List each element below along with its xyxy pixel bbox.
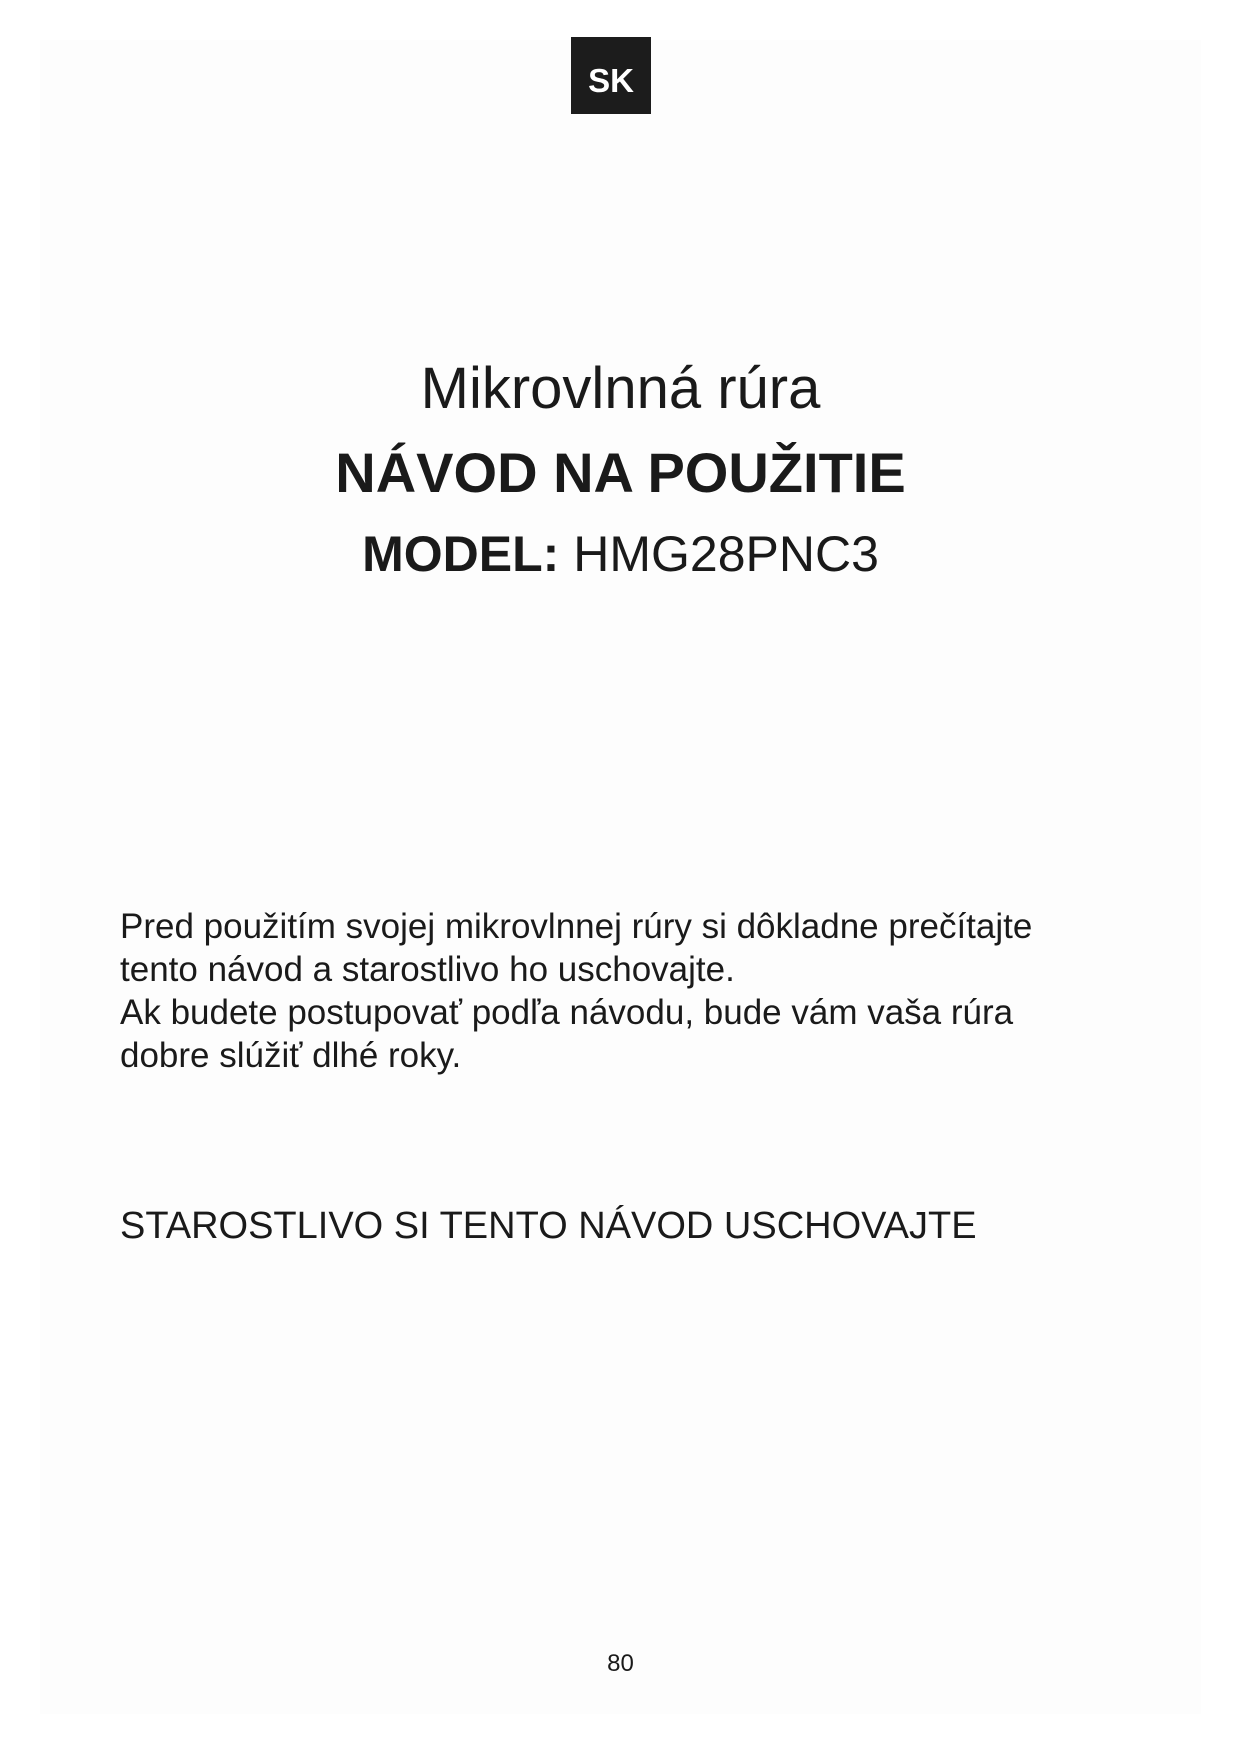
page-number: 80 xyxy=(607,1650,634,1677)
intro-line: Pred použitím svojej mikrovlnnej rúry si dôkladne prečítajte xyxy=(120,907,1033,946)
keep-manual-notice: STAROSTLIVO SI TENTO NÁVOD USCHOVAJTE xyxy=(120,1205,977,1247)
model-value: HMG28PNC3 xyxy=(573,526,879,582)
intro-line: tento návod a starostlivo ho uschovajte. xyxy=(120,950,735,989)
manual-title: NÁVOD NA POUŽITIE xyxy=(335,441,906,504)
model-label: MODEL: xyxy=(362,526,560,582)
language-badge: SK xyxy=(571,37,651,114)
intro-line: Ak budete postupovať podľa návodu, bude vám vaša rúra xyxy=(120,993,1014,1032)
document-page xyxy=(40,40,1201,1714)
product-title: Mikrovlnná rúra xyxy=(420,356,821,421)
intro-line: dobre slúžiť dlhé roky. xyxy=(120,1036,462,1075)
intro-paragraph xyxy=(120,905,1140,1077)
model-line xyxy=(0,525,1241,583)
